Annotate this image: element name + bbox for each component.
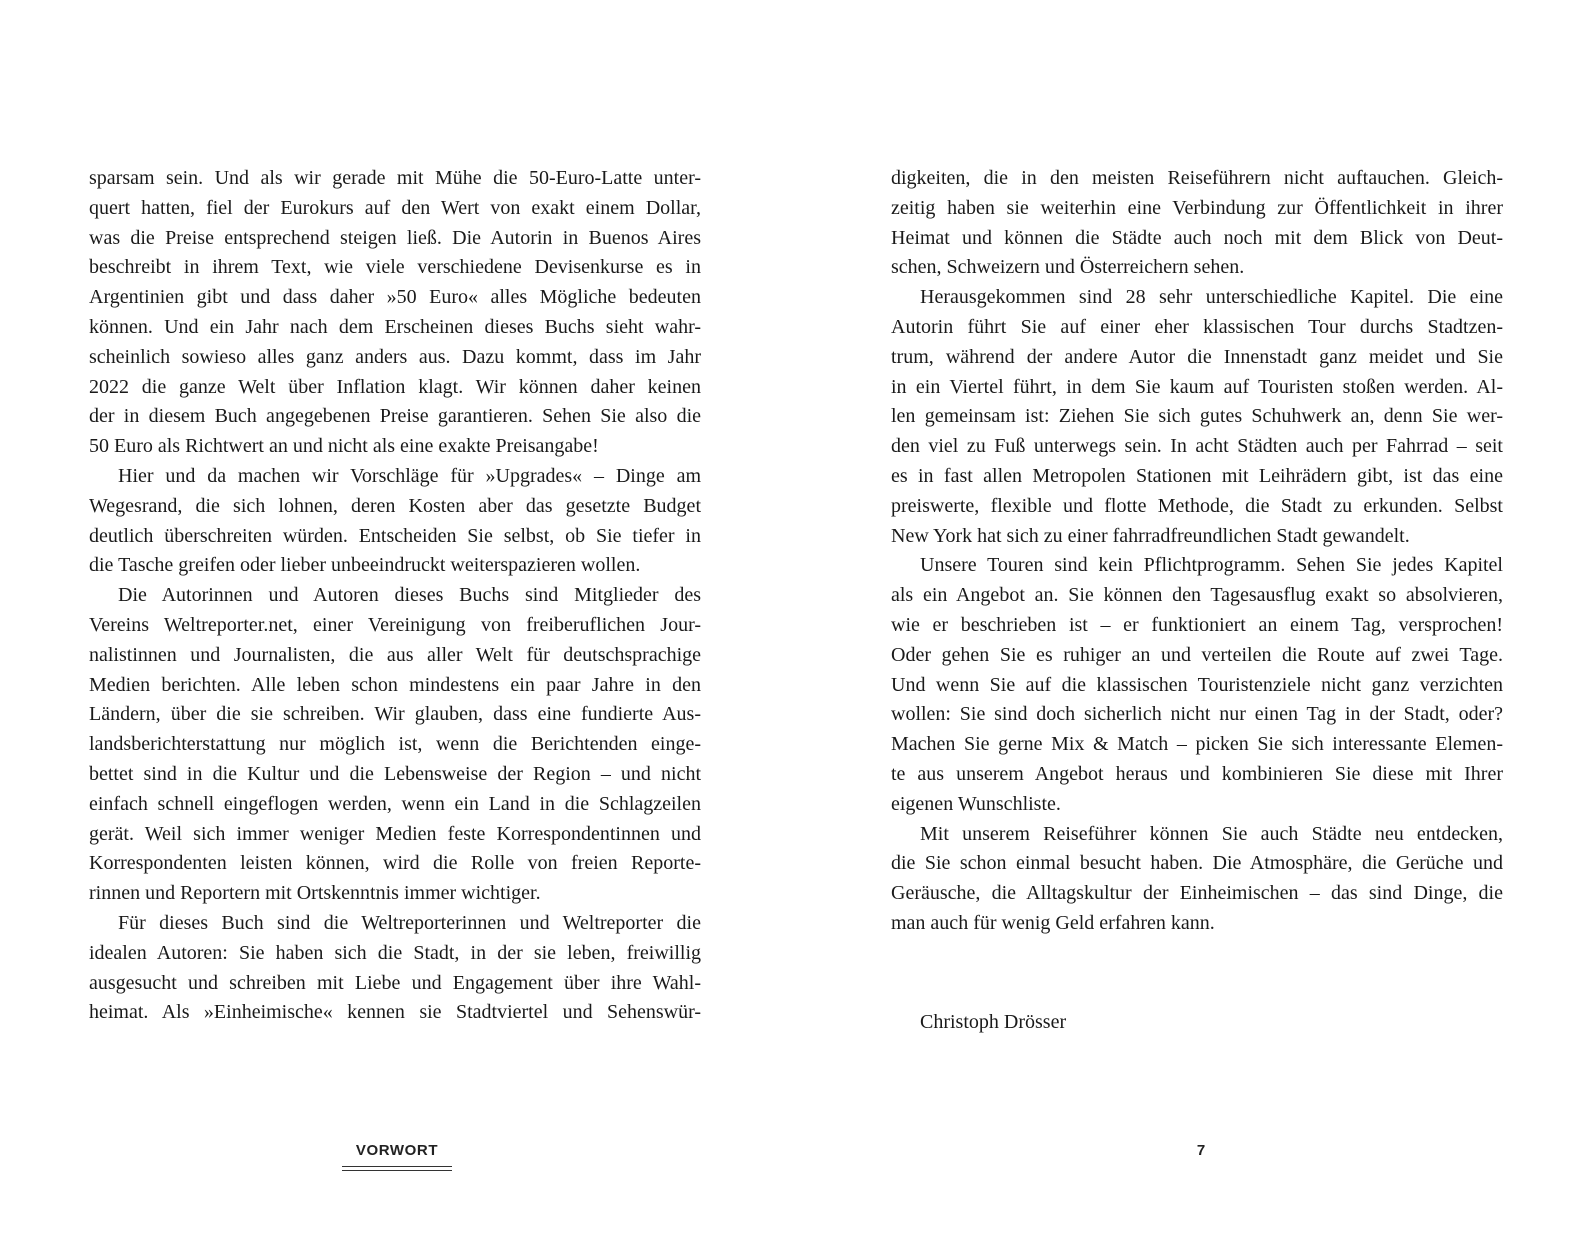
text-line: den viel zu Fuß unterwegs sein. In acht Städten auch per Fahrrad – seit [891, 435, 1503, 458]
text-line: Geräusche, die Alltagskultur der Einheimischen – das sind Dinge, die [891, 882, 1503, 905]
right-page-body [891, 164, 1503, 939]
text-line: digkeiten, die in den meisten Reiseführern nicht auftauchen. Gleich- [891, 167, 1503, 189]
text-line: Unsere Touren sind kein Pflichtprogramm. Sehen Sie jedes Kapitel [920, 554, 1503, 577]
text-line: Machen Sie gerne Mix & Match – picken Sie sich interessante Elemen- [891, 733, 1503, 756]
text-line: können. Und ein Jahr nach dem Erscheinen dieses Buchs sieht wahr- [89, 315, 701, 338]
text-line: Und wenn Sie auf die klassischen Touristenziele nicht ganz verzichten [891, 673, 1503, 696]
text-line: die Tasche greifen oder lieber unbeeindruckt weiterspazieren wollen. [89, 554, 641, 577]
text-line: Korrespondenten leisten können, wird die Rolle von freien Reporte- [89, 852, 701, 875]
paragraph [891, 820, 1503, 939]
text-line: es in fast allen Metropolen Stationen mit Leihrädern gibt, ist das eine [891, 464, 1503, 487]
text-line: Hier und da machen wir Vorschläge für »Upgrades« – Dinge am [118, 464, 701, 487]
text-line: bettet sind in die Kultur und die Lebensweise der Region – und nicht [89, 762, 701, 785]
text-line: preiswerte, flexible und flotte Methode, die Stadt zu erkunden. Selbst [891, 494, 1503, 517]
paragraph [891, 164, 1503, 283]
text-line: was die Preise entsprechend steigen ließ. Die Autorin in Buenos Aires [89, 226, 701, 249]
text-line: Oder gehen Sie es ruhiger an und verteilen die Route auf zwei Tage. [891, 643, 1503, 666]
text-line: Wegesrand, die sich lohnen, deren Kosten aber das gesetzte Budget [89, 494, 701, 517]
text-line: wollen: Sie sind doch sicherlich nicht nur einen Tag in der Stadt, oder? [891, 703, 1503, 726]
page-number: 7 [1196, 1142, 1206, 1159]
paragraph [89, 909, 701, 1028]
text-line: als ein Angebot an. Sie können den Tagesausflug exakt so absolvieren, [891, 584, 1503, 607]
text-line: Heimat und können die Städte auch noch mit dem Blick von Deut- [891, 226, 1503, 249]
paragraph [89, 164, 701, 462]
text-line: man auch für wenig Geld erfahren kann. [891, 911, 1215, 934]
text-line: ausgesucht und schreiben mit Liebe und Engagement über ihre Wahl- [89, 971, 701, 994]
text-line: idealen Autoren: Sie haben sich die Stadt, in der sie leben, freiwillig [89, 941, 701, 964]
text-line: Herausgekommen sind 28 sehr unterschiedliche Kapitel. Die eine [920, 286, 1503, 309]
text-line: zeitig haben sie weiterhin eine Verbindung zur Öffentlichkeit in ihrer [891, 196, 1503, 219]
text-line: trum, während der andere Autor die Innenstadt ganz meidet und Sie [891, 345, 1503, 368]
text-line: schen, Schweizern und Österreichern sehen. [891, 256, 1245, 279]
text-line: gerät. Weil sich immer weniger Medien feste Korrespondentinnen und [89, 822, 701, 845]
left-page-body [89, 164, 701, 1028]
text-line: die Sie schon einmal besucht haben. Die Atmosphäre, die Gerüche und [891, 852, 1503, 875]
text-line: te aus unserem Angebot heraus und kombinieren Sie diese mit Ihrer [891, 762, 1503, 785]
text-line: scheinlich sowieso alles ganz anders aus. Dazu kommt, dass im Jahr [89, 345, 701, 368]
footer-rule-top [342, 1166, 452, 1167]
text-line: einfach schnell eingeflogen werden, wenn ein Land in die Schlagzeilen [89, 792, 701, 815]
text-line: Autorin führt Sie auf einer eher klassischen Tour durchs Stadtzen- [891, 315, 1503, 338]
text-line: 50 Euro als Richtwert an und nicht als eine exakte Preisangabe! [89, 435, 599, 458]
text-line: 2022 die ganze Welt über Inflation klagt. Wir können daher keinen [89, 375, 701, 398]
text-line: nalistinnen und Journalisten, die aus aller Welt für deutschsprachige [89, 643, 701, 666]
text-line: Argentinien gibt und dass daher »50 Euro« alles Mögliche bedeuten [89, 286, 701, 309]
text-line: Medien berichten. Alle leben schon mindestens ein paar Jahre in den [89, 673, 701, 696]
paragraph [891, 551, 1503, 819]
paragraph [89, 581, 701, 909]
text-line: Vereins Weltreporter.net, einer Vereinigung von freiberuflichen Jour- [89, 613, 701, 636]
text-line: wie er beschrieben ist – er funktioniert an einem Tag, versprochen! [891, 613, 1503, 636]
text-line: sparsam sein. Und als wir gerade mit Mühe die 50-Euro-Latte unter- [89, 167, 701, 189]
author-signature: Christoph Drösser [920, 1011, 1067, 1033]
text-line: New York hat sich zu einer fahrradfreundlichen Stadt gewandelt. [891, 524, 1410, 547]
footer-rule-bottom [342, 1170, 452, 1171]
text-line: Ländern, über die sie schreiben. Wir glauben, dass eine fundierte Aus- [89, 703, 701, 726]
text-line: beschreibt in ihrem Text, wie viele verschiedene Devisenkurse es in [89, 256, 701, 279]
text-line: heimat. Als »Einheimische« kennen sie Stadtviertel und Sehenswür- [89, 1001, 701, 1024]
text-line: der in diesem Buch angegebenen Preise garantieren. Sehen Sie also die [89, 405, 701, 428]
text-line: Für dieses Buch sind die Weltreporterinnen und Weltreporter die [118, 911, 701, 934]
paragraph [89, 462, 701, 581]
text-line: Mit unserem Reiseführer können Sie auch Städte neu entdecken, [920, 822, 1503, 845]
text-line: landsberichterstattung nur möglich ist, wenn die Berichtenden einge- [89, 733, 701, 756]
running-footer-section-title: VORWORT [355, 1142, 439, 1159]
text-line: rinnen und Reportern mit Ortskenntnis immer wichtiger. [89, 882, 541, 905]
text-line: in ein Viertel führt, in dem Sie kaum auf Touristen stoßen werden. Al- [891, 375, 1503, 398]
text-line: eigenen Wunschliste. [891, 792, 1061, 815]
paragraph [891, 283, 1503, 551]
text-line: len gemeinsam ist: Ziehen Sie sich gutes Schuhwerk an, denn Sie wer- [891, 405, 1503, 428]
text-line: deutlich überschreiten würden. Entscheiden Sie selbst, ob Sie tiefer in [89, 524, 701, 547]
text-line: quert hatten, fiel der Eurokurs auf den Wert von exakt einem Dollar, [89, 196, 701, 219]
text-line: Die Autorinnen und Autoren dieses Buchs sind Mitglieder des [118, 584, 701, 607]
